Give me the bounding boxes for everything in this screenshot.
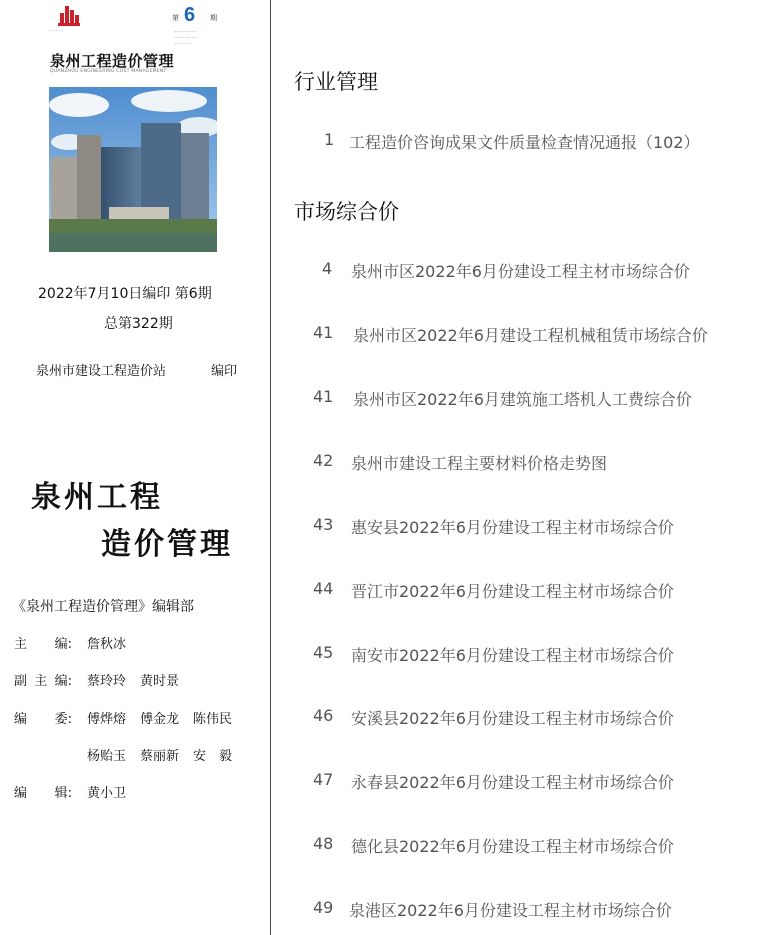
toc-page-number: 48 (313, 834, 334, 853)
big-title-line2: 造价管理 (101, 527, 233, 562)
magazine-title: 泉州工程造价管理 (50, 52, 175, 70)
toc-page-number: 41 (313, 323, 334, 342)
staff-label-board: 编 委: (14, 712, 72, 727)
issue-number: 6 (184, 4, 196, 26)
toc-page-number: 4 (322, 259, 333, 278)
toc-page-number: 44 (313, 579, 334, 598)
toc-title: 泉州市区2022年6月建设工程机械租赁市场综合价 (353, 326, 708, 345)
staff-names-editor: 黄小卫 (87, 786, 127, 801)
issue-fineprint: ·············· (174, 41, 192, 46)
issue-badge (172, 4, 222, 46)
toc-page-number: 42 (313, 451, 334, 470)
section-heading-industry: 行业管理 (294, 70, 378, 94)
toc-title: 晋江市2022年6月份建设工程主材市场综合价 (351, 582, 674, 601)
staff-names-chief: 詹秋冰 (87, 637, 127, 652)
toc-title: 惠安县2022年6月份建设工程主材市场综合价 (351, 518, 674, 537)
total-issue: 总第322期 (104, 316, 173, 332)
logo-caption: ············ (48, 28, 64, 33)
magazine-title-en: QUANZHOU ENGINEERING COST MANAGEMENT (50, 69, 167, 74)
toc-title: 泉港区2022年6月份建设工程主材市场综合价 (349, 901, 672, 920)
toc-page-number: 1 (324, 130, 335, 149)
toc-title: 永春县2022年6月份建设工程主材市场综合价 (351, 773, 674, 792)
issue-date: 2022年7月10日编印 第6期 (38, 286, 212, 302)
logo-icon (56, 5, 82, 27)
toc-page-number: 43 (313, 515, 334, 534)
toc-title: 泉州市区2022年6月份建设工程主材市场综合价 (351, 262, 690, 281)
staff-label-editor: 编 辑: (14, 786, 72, 801)
issue-fineprint: ·················· (174, 35, 197, 40)
issue-fineprint: ·················· (174, 29, 197, 34)
editorial-department: 《泉州工程造价管理》编辑部 (12, 599, 194, 615)
toc-page-number: 49 (313, 898, 334, 917)
cover-photo (49, 87, 217, 252)
toc-page-number: 41 (313, 387, 334, 406)
staff-label-deputy: 副 主 编: (14, 674, 72, 689)
column-divider (270, 0, 271, 935)
toc-title: 南安市2022年6月份建设工程主材市场综合价 (351, 646, 674, 665)
staff-label-chief: 主 编: (14, 637, 72, 652)
cover-column (0, 0, 270, 935)
staff-names-deputy: 蔡玲玲 黄时景 (87, 674, 180, 689)
issue-suffix: 期 (210, 14, 217, 22)
issue-prefix: 第 (172, 14, 179, 22)
toc-title: 泉州市区2022年6月建筑施工塔机人工费综合价 (353, 390, 692, 409)
toc-title: 德化县2022年6月份建设工程主材市场综合价 (351, 837, 674, 856)
section-heading-market: 市场综合价 (294, 200, 399, 224)
toc-title: 工程造价咨询成果文件质量检查情况通报（102） (349, 133, 700, 152)
compiled-label: 编印 (211, 364, 238, 379)
toc-page-number: 46 (313, 706, 334, 725)
toc-page-number: 47 (313, 770, 334, 789)
big-title-line1: 泉州工程 (31, 480, 163, 515)
staff-names-board-2: 杨贻玉 蔡丽新 安 毅 (87, 749, 233, 764)
publisher-name: 泉州市建设工程造价站 (36, 364, 167, 379)
toc-title: 安溪县2022年6月份建设工程主材市场综合价 (351, 709, 674, 728)
toc-page-number: 45 (313, 643, 334, 662)
toc-title: 泉州市建设工程主要材料价格走势图 (351, 454, 608, 473)
staff-names-board: 傅烨熔 傅金龙 陈伟民 (87, 712, 233, 727)
